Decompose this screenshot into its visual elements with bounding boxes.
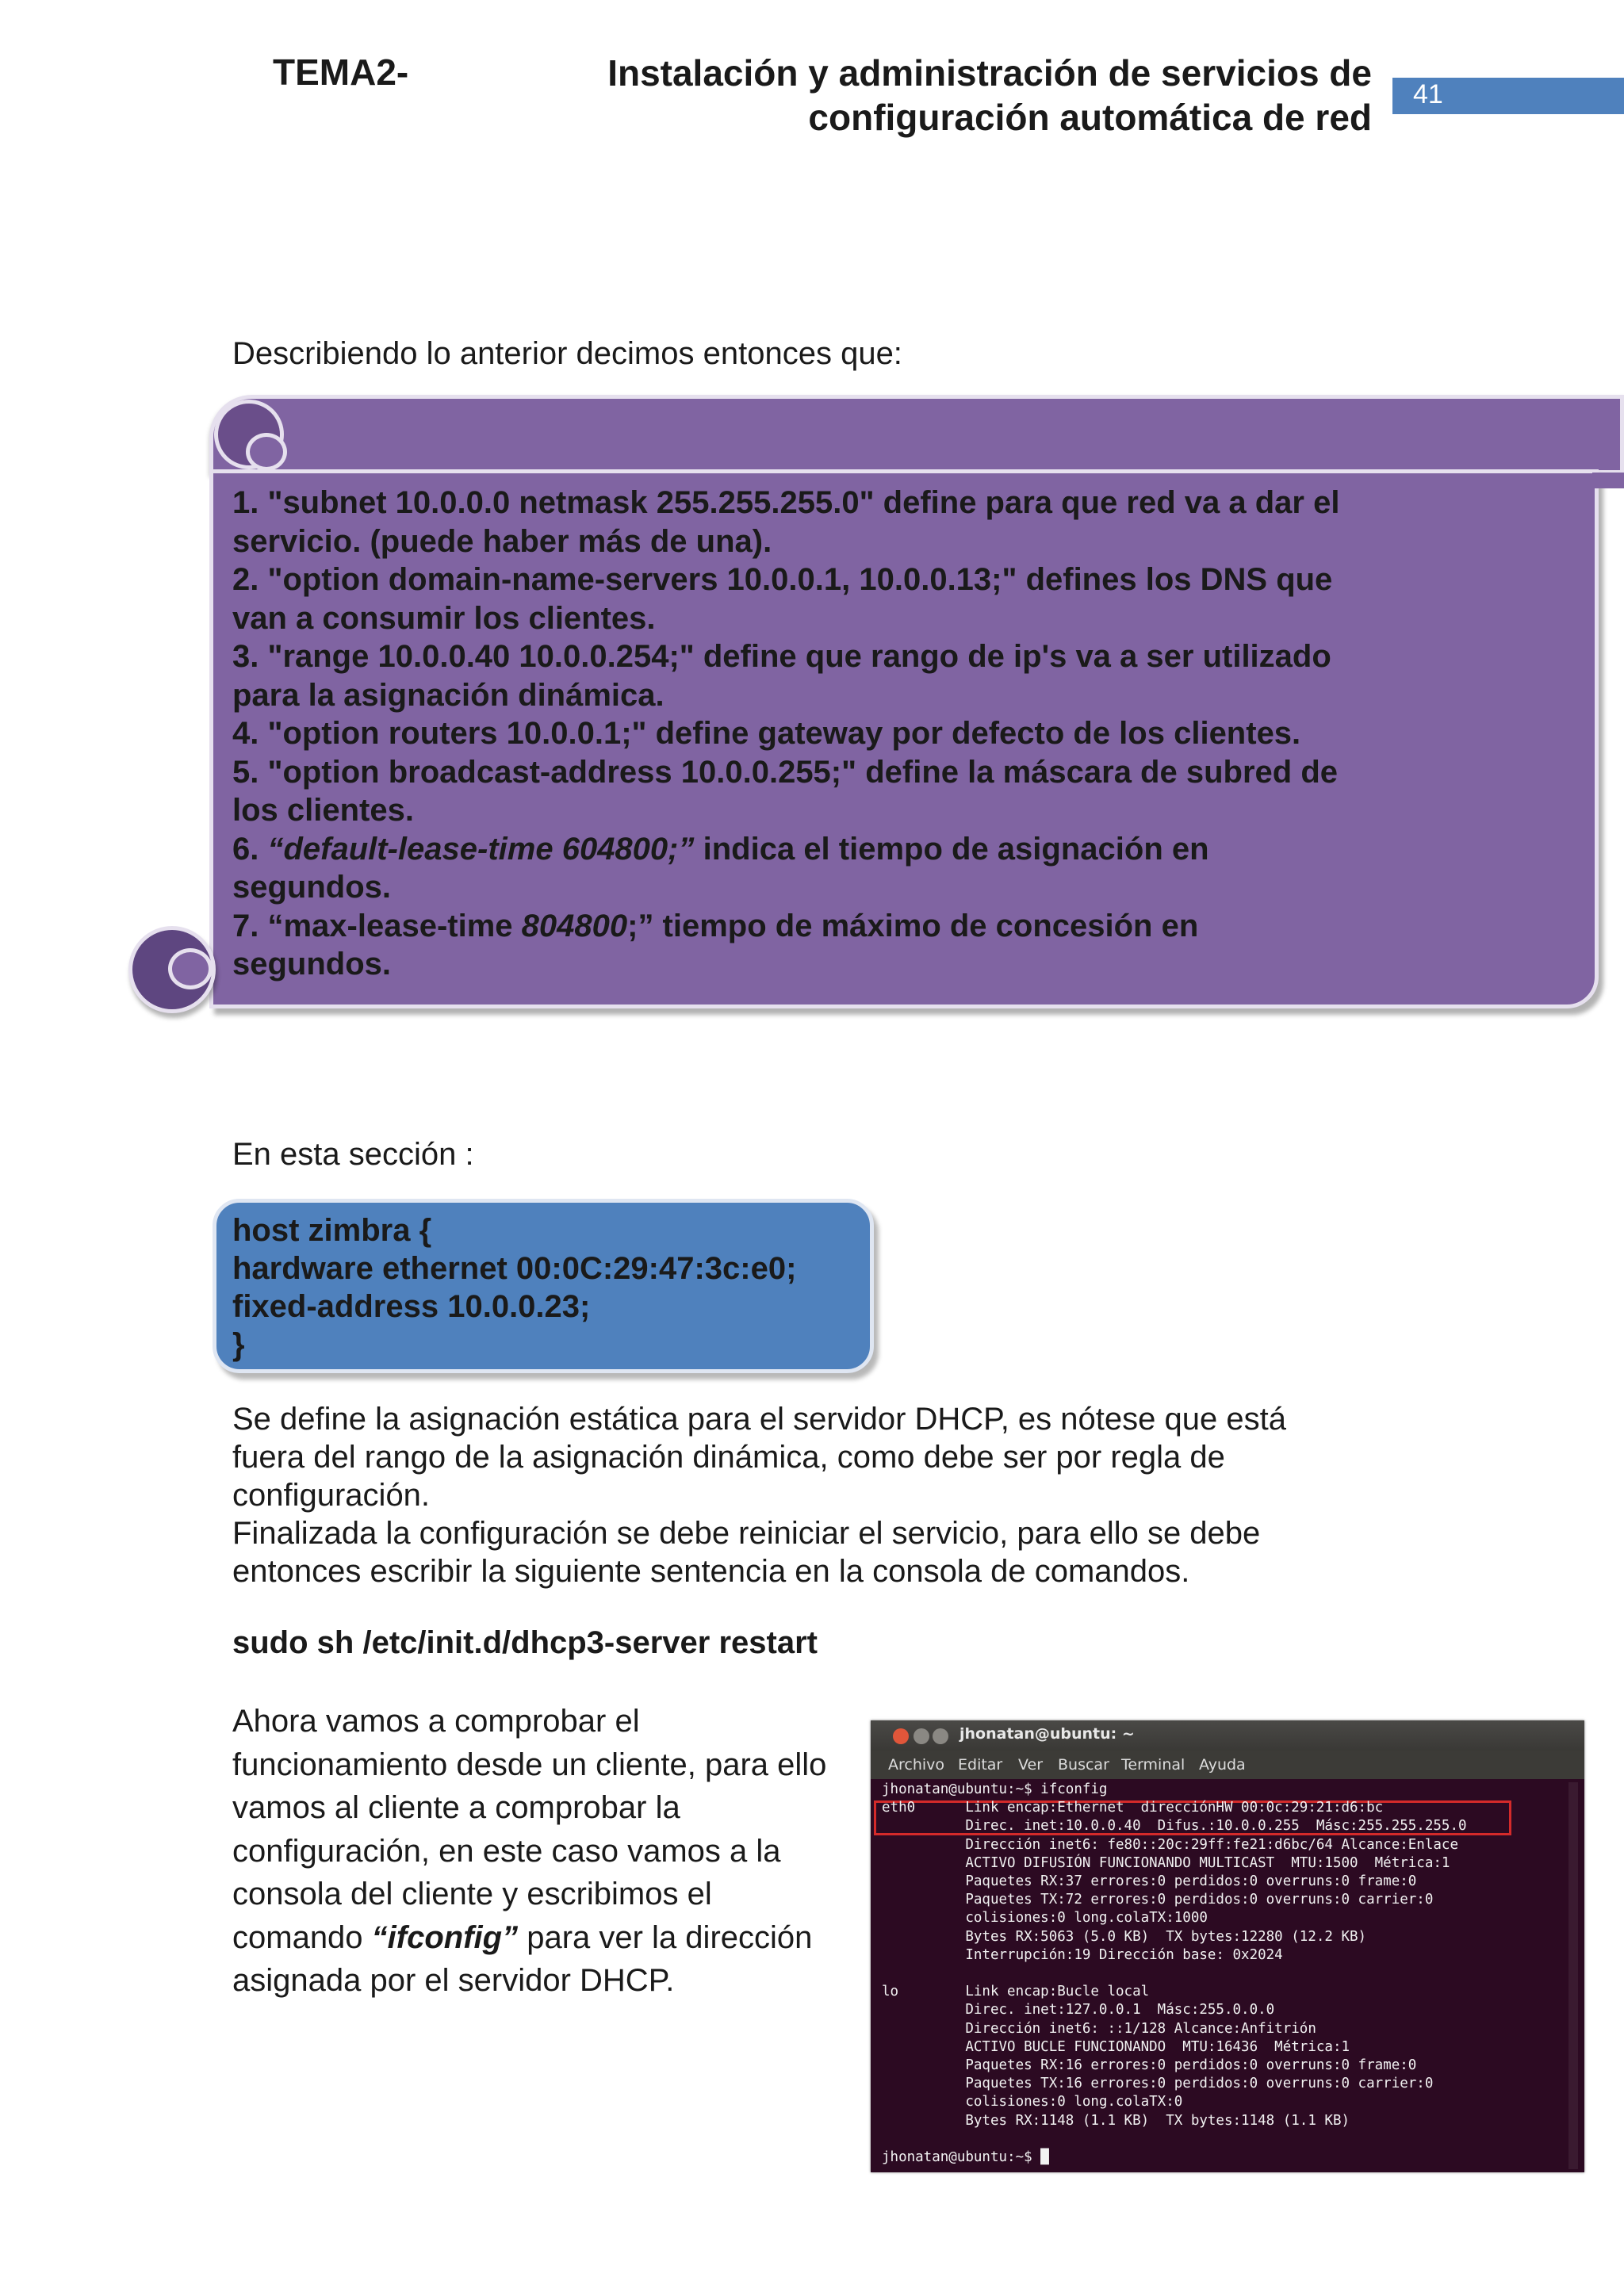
terminal-line: Interrupción:19 Dirección base: 0x2024	[882, 1946, 1283, 1963]
menu-ayuda[interactable]: Ayuda	[1199, 1756, 1246, 1774]
config-explanation-list	[232, 484, 1406, 984]
scroll-top-curl-inner	[246, 433, 287, 471]
section-label: En esta sección :	[232, 1137, 474, 1172]
terminal-line: colisiones:0 long.colaTX:1000	[882, 1910, 1208, 1927]
terminal-line: jhonatan@ubuntu:~$ ifconfig	[882, 1781, 1108, 1797]
restart-command: sudo sh /etc/init.d/dhcp3-server restart	[232, 1625, 818, 1660]
terminal-line: lo Link encap:Bucle local	[882, 1984, 1150, 2000]
terminal-line: Paquetes RX:37 errores:0 perdidos:0 overruns:0 frame:0	[882, 1873, 1417, 1890]
list-item: 7. “max-lease-time 804800;” tiempo de máximo de concesión en segundos.	[232, 908, 1199, 982]
terminal-screenshot	[871, 1720, 1584, 2172]
terminal-line: eth0 Link encap:Ethernet direcciónHW 00:0c:29:21:d6:bc	[882, 1800, 1384, 1816]
terminal-line: ACTIVO DIFUSIÓN FUNCIONANDO MULTICAST MTU:1500 Métrica:1	[882, 1854, 1450, 1871]
verification-paragraph: Ahora vamos a comprobar el funcionamiento desde un cliente, para ello vamos al cliente a comprobar la configuración, en este caso vamos a la consola del cliente y escribimos el comando “ifconfig” para ver la dirección asignada por el servidor DHCP.	[232, 1704, 827, 1998]
close-icon[interactable]	[893, 1728, 909, 1744]
terminal-title: jhonatan@ubuntu: ~	[959, 1725, 1135, 1743]
terminal-line: Dirección inet6: fe80::20c:29ff:fe21:d6bc/64 Alcance:Enlace	[882, 1836, 1458, 1853]
intro-text: Describiendo lo anterior decimos entonces que:	[232, 336, 902, 371]
terminal-line: Paquetes RX:16 errores:0 perdidos:0 overruns:0 frame:0	[882, 2057, 1417, 2074]
menu-terminal[interactable]: Terminal	[1121, 1756, 1185, 1774]
terminal-line: Bytes RX:1148 (1.1 KB) TX bytes:1148 (1.1 KB)	[882, 2112, 1350, 2129]
terminal-menubar	[871, 1751, 1584, 1779]
list-item: 2. "option domain-name-servers 10.0.0.1, 10.0.0.13;" defines los DNS que van a consumir los clientes.	[232, 562, 1333, 636]
page-title-line-2: configuración automática de red	[808, 97, 1372, 138]
list-item: 5. "option broadcast-address 10.0.0.255;" define la máscara de subred de los clientes.	[232, 754, 1339, 828]
list-item: 4. "option routers 10.0.0.1;" define gateway por defecto de los clientes.	[232, 716, 1301, 751]
terminal-line: Paquetes TX:16 errores:0 perdidos:0 overruns:0 carrier:0	[882, 2076, 1434, 2092]
terminal-line: ACTIVO BUCLE FUNCIONANDO MTU:16436 Métrica:1	[882, 2038, 1350, 2055]
terminal-line: jhonatan@ubuntu:~$ █	[882, 2149, 1049, 2166]
scroll-banner-edge	[1592, 473, 1624, 488]
terminal-line: Dirección inet6: ::1/128 Alcance:Anfitrión	[882, 2020, 1316, 2037]
terminal-line: Paquetes TX:72 errores:0 perdidos:0 overruns:0 carrier:0	[882, 1892, 1434, 1908]
menu-ver[interactable]: Ver	[1018, 1756, 1044, 1774]
maximize-icon[interactable]	[933, 1728, 948, 1744]
scroll-banner-top	[209, 395, 1624, 474]
minimize-icon[interactable]	[914, 1728, 929, 1744]
terminal-line: colisiones:0 long.colaTX:0	[882, 2094, 1183, 2110]
terminal-scrollbar[interactable]	[1568, 1782, 1578, 2169]
description-paragraph: Se define la asignación estática para el servidor DHCP, es nótese que está fuera del rango de la asignación dinámica, como debe ser por regla de configuración. Finalizada la configuración se debe reiniciar el servicio, para ello se debe entonces escribir la siguiente sentencia en la consola de comandos.	[232, 1402, 1286, 1589]
host-config-code: host zimbra { hardware ethernet 00:0C:29:47:3c:e0; fixed-address 10.0.0.23; }	[232, 1213, 797, 1362]
terminal-titlebar	[871, 1720, 1584, 1751]
page-title	[500, 51, 1372, 140]
page-title-line-1: Instalación y administración de servicios de	[607, 52, 1372, 94]
terminal-line: Direc. inet:127.0.0.1 Másc:255.0.0.0	[882, 2002, 1275, 2019]
scroll-bottom-fold	[168, 948, 213, 989]
menu-editar[interactable]: Editar	[958, 1756, 1003, 1774]
menu-buscar[interactable]: Buscar	[1058, 1756, 1109, 1774]
page-number: 41	[1413, 79, 1443, 109]
terminal-line: Bytes RX:5063 (5.0 KB) TX bytes:12280 (12.2 KB)	[882, 1928, 1367, 1945]
terminal-output[interactable]	[882, 1781, 1467, 2167]
topic-label: TEMA2-	[273, 52, 409, 93]
terminal-line: Direc. inet:10.0.0.40 Difus.:10.0.0.255 Másc:255.255.255.0	[882, 1818, 1467, 1835]
terminal-line	[882, 1965, 1467, 1983]
list-item: 6. “default-lease-time 604800;” indica el tiempo de asignación en segundos.	[232, 831, 1209, 905]
list-item: 1. "subnet 10.0.0.0 netmask 255.255.255.0" define para que red va a dar el servicio. (puede haber más de una).	[232, 485, 1340, 559]
menu-archivo[interactable]: Archivo	[888, 1756, 945, 1774]
terminal-line	[882, 2130, 1467, 2149]
list-item: 3. "range 10.0.0.40 10.0.0.254;" define que rango de ip's va a ser utilizado para la asignación dinámica.	[232, 639, 1331, 713]
